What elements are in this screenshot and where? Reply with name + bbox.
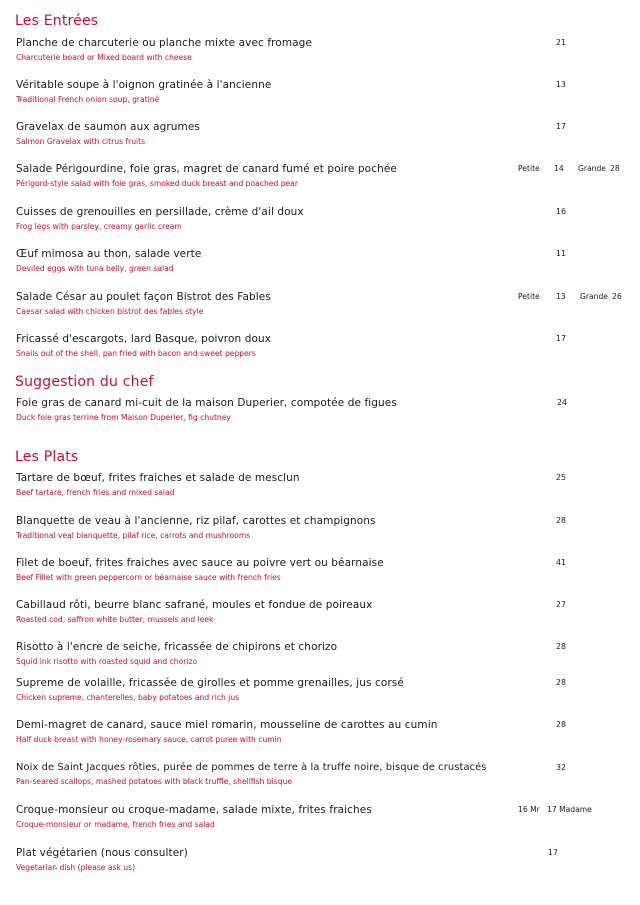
item-price: 28 bbox=[556, 516, 566, 525]
menu-item bbox=[16, 291, 628, 316]
menu-item bbox=[16, 677, 628, 702]
item-price: 41 bbox=[556, 558, 566, 567]
item-translation: Half duck breast with honey-rosemary sauce, carrot puree with cumin bbox=[16, 735, 282, 744]
section-title-plats: Les Plats bbox=[15, 449, 79, 465]
item-translation: Snails out of the shell, pan fried with bacon and sweet peppers bbox=[16, 349, 256, 358]
item-price: 27 bbox=[556, 600, 566, 609]
item-translation: Périgord-style salad with foie gras, smoked duck breast and poached pear bbox=[16, 179, 298, 188]
item-translation: Salmon Gravelax with citrus fruits bbox=[16, 137, 146, 146]
item-name: Véritable soupe à l'oignon gratinée à l'ancienne bbox=[16, 79, 272, 91]
item-translation: Vegetarian dish (please ask us) bbox=[16, 863, 136, 872]
menu-item bbox=[16, 79, 628, 104]
item-price: 17 bbox=[548, 848, 558, 857]
item-name: Fricassé d'escargots, lard Basque, poivron doux bbox=[16, 333, 272, 345]
size-label-petite: Petite bbox=[518, 164, 540, 173]
menu-item bbox=[16, 515, 628, 540]
menu-item bbox=[16, 206, 628, 231]
item-price: 28 bbox=[556, 678, 566, 687]
menu-item bbox=[16, 333, 628, 358]
menu-item bbox=[16, 163, 628, 188]
menu-item bbox=[16, 472, 628, 497]
item-price: 16 bbox=[556, 207, 566, 216]
item-translation: Caesar salad with chicken bistrot des fables style bbox=[16, 307, 204, 316]
item-translation: Pan-seared scallops, mashed potatoes with black truffle, shellfish bisque bbox=[16, 777, 292, 786]
item-translation: Roasted cod, saffron white butter, mussels and leek bbox=[16, 615, 214, 624]
item-name: Blanquette de veau à l'ancienne, riz pilaf, carottes et champignons bbox=[16, 515, 376, 527]
item-translation: Squid ink risotto with roasted squid and chorizo bbox=[16, 657, 198, 666]
item-name: Tartare de bœuf, frites fraiches et salade de mesclun bbox=[16, 472, 300, 484]
item-translation: Croque-monsieur or madame, french fries and salad bbox=[16, 820, 215, 829]
item-translation: Beef tartare, french fries and mixed salad bbox=[16, 488, 175, 497]
item-translation: Frog legs with parsley, creamy garlic cream bbox=[16, 222, 182, 231]
item-translation: Traditional French onion soup, gratiné bbox=[16, 95, 160, 104]
item-name: Noix de Saint Jacques rôties, purée de pommes de terre à la truffe noire, bisque de crustacés bbox=[16, 762, 487, 773]
menu-item bbox=[16, 641, 628, 666]
menu-item bbox=[16, 719, 628, 744]
item-price: 32 bbox=[556, 763, 566, 772]
item-translation: Chicken supreme, chanterelles, baby potatoes and rich jus bbox=[16, 693, 240, 702]
menu-item bbox=[16, 557, 628, 582]
item-name: Œuf mimosa au thon, salade verte bbox=[16, 248, 202, 260]
menu-item bbox=[16, 804, 628, 829]
item-translation: Duck foie gras terrine from Maison Duperier, fig chutney bbox=[16, 413, 231, 422]
menu-item bbox=[16, 599, 628, 624]
item-name: Salade César au poulet façon Bistrot des Fables bbox=[16, 291, 271, 303]
size-label-petite: Petite bbox=[518, 292, 540, 301]
item-price-variants: 16 Mr 17 Madame bbox=[518, 805, 592, 814]
section-title-entrees: Les Entrées bbox=[15, 13, 99, 29]
size-label-grande: Grande bbox=[580, 292, 608, 301]
item-name: Plat végétarien (nous consulter) bbox=[16, 847, 188, 859]
menu-item bbox=[16, 762, 628, 786]
item-translation: Deviled eggs with tuna belly, green salad bbox=[16, 264, 174, 273]
item-name: Filet de boeuf, frites fraiches avec sauce au poivre vert ou béarnaise bbox=[16, 557, 384, 569]
menu-item bbox=[16, 121, 628, 146]
item-translation: Beef Fillet with green peppercorn or béarnaise sauce with french fries bbox=[16, 573, 281, 582]
item-name: Supreme de volaille, fricassée de girolles et pomme grenailles, jus corsé bbox=[16, 677, 404, 689]
item-name: Foie gras de canard mi-cuit de la maison Duperier, compotée de figues bbox=[16, 397, 397, 409]
item-price: 17 bbox=[556, 122, 566, 131]
menu-item bbox=[16, 847, 628, 872]
item-translation: Charcuterie board or Mixed board with cheese bbox=[16, 53, 192, 62]
price-grande: 28 bbox=[610, 164, 620, 173]
item-price: 28 bbox=[556, 720, 566, 729]
item-translation: Traditional veal blanquette, pilaf rice, carrots and mushrooms bbox=[16, 531, 251, 540]
item-price: 21 bbox=[556, 38, 566, 47]
item-name: Demi-magret de canard, sauce miel romarin, mousseline de carottes au cumin bbox=[16, 719, 438, 731]
item-name: Salade Périgourdine, foie gras, magret de canard fumé et poire pochée bbox=[16, 163, 397, 175]
menu-item bbox=[16, 397, 628, 422]
price-grande: 26 bbox=[612, 292, 622, 301]
size-label-grande: Grande bbox=[578, 164, 606, 173]
item-name: Croque-monsieur ou croque-madame, salade mixte, frites fraiches bbox=[16, 804, 372, 816]
item-price: 24 bbox=[557, 398, 567, 407]
menu-item bbox=[16, 37, 628, 62]
section-title-suggestion: Suggestion du chef bbox=[15, 374, 154, 390]
item-name: Cuisses de grenouilles en persillade, crème d'ail doux bbox=[16, 206, 304, 218]
item-name: Planche de charcuterie ou planche mixte avec fromage bbox=[16, 37, 313, 49]
price-petite: 14 bbox=[554, 164, 564, 173]
item-name: Gravelax de saumon aux agrumes bbox=[16, 121, 201, 133]
item-name: Cabillaud rôti, beurre blanc safrané, moules et fondue de poireaux bbox=[16, 599, 373, 611]
item-price: 13 bbox=[556, 80, 566, 89]
item-price: 28 bbox=[556, 642, 566, 651]
item-name: Risotto à l'encre de seiche, fricassée de chipirons et chorizo bbox=[16, 641, 338, 653]
item-price: 11 bbox=[556, 249, 566, 258]
price-petite: 13 bbox=[556, 292, 566, 301]
item-price: 25 bbox=[556, 473, 566, 482]
item-price: 17 bbox=[556, 334, 566, 343]
menu-item bbox=[16, 248, 628, 273]
